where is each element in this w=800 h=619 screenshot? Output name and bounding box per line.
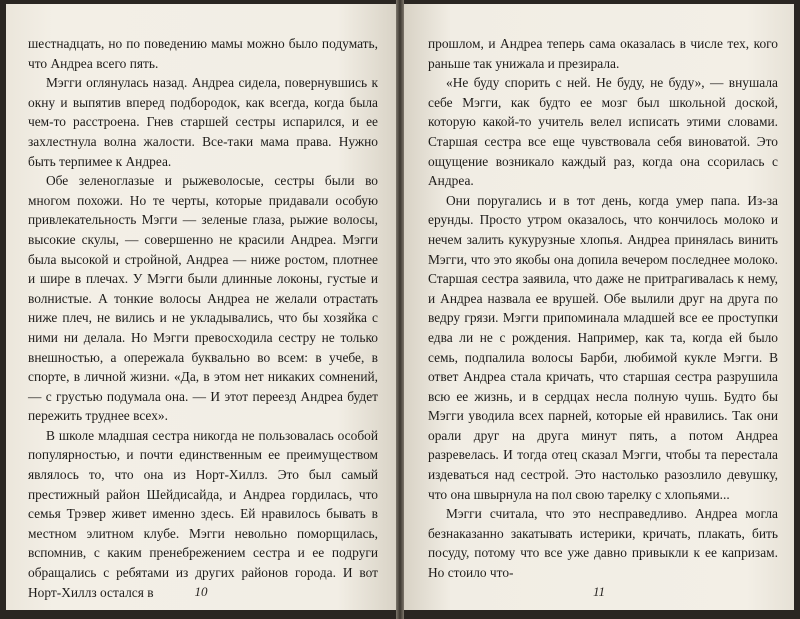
book-gutter [396, 0, 404, 619]
paragraph: «Не буду спорить с ней. Не буду, не буду», — внушала себе Мэгги, как будто ее мозг был школьной доской, которую какой-то учитель велел исписать этими словами. Старшая сестра все еще чувствовала себя виноватой. Это ощущение возникало каждый раз, когда она ссорилась с Андреа. [428, 75, 778, 189]
right-page [404, 4, 794, 610]
left-page-text [28, 34, 378, 602]
page-number: 11 [592, 584, 606, 599]
right-page-text [428, 34, 778, 583]
page-number: 10 [194, 584, 208, 599]
paragraph: Мэгги считала, что это несправедливо. Андреа могла безнаказанно закатывать истерики, кричать, плакать, бить посуду, потому что все уже давно привыкли к ее капризам. Но стоило что- [428, 506, 778, 581]
left-page [6, 4, 396, 610]
paragraph: Обе зеленоглазые и рыжеволосые, сестры были во многом похожи. Но те черты, которые придавали особую привлекательность Мэгги — зеленые глаза, рыжие волосы, высокие скулы, — совершенно не красили Андреа. Мэгги была высокой и стройной, Андреа — ниже ростом, плотнее и шире в плечах. У Мэгги были длинные локоны, густые и волнистые. А тонкие волосы Андреа не желали отрастать ниже плеч, не вились и не укладывались, что бы хозяйка с ними ни делала. Но Мэгги превосходила сестру не только внешностью, а опережала буквально во всем: в учебе, в спорте, в личной жизни. «Да, в этом нет никаких сомнений, — с грустью подумала она. — И этот переезд Андреа будет пережить труднее всех». [28, 173, 378, 424]
paragraph: шестнадцать, но по поведению мамы можно было подумать, что Андреа всего пять. [28, 36, 378, 71]
paragraph: прошлом, и Андреа теперь сама оказалась в числе тех, кого раньше так унижала и презирала. [428, 36, 778, 71]
paragraph: Они поругались и в тот день, когда умер папа. Из-за ерунды. Просто утром оказалось, что кончилось молоко и нечем залить кукурузные хлопья. Андреа принялась винить Мэгги, что это якобы она допила вечером последнее молоко. Старшая сестра заявила, что даже не притрагивалась к нему, и Андреа назвала ее врушей. Обе вылили друг на друга по ведру грязи. Мэгги припоминала младшей все ее проступки едва ли не с рождения. Например, как та, когда ей было семь, подпалила волосы Барби, любимой кукле Мэгги. В ответ Андреа стала кричать, что старшая сестра разрушила всю ее жизнь, и в сердцах несла полную чушь. Будто бы Мэгги уводила всех парней, которые ей нравились. Так они орали друг на друга минут пять, а потом Андреа разревелась. И тогда отец сказал Мэгги, чтобы та перестала издеваться над сестрой. Это настолько разозлило девушку, что она швырнула на пол свою тарелку с хлопьями... [428, 192, 778, 502]
paragraph: В школе младшая сестра никогда не пользовалась особой популярностью, и почти единственным ее преимуществом являлось то, что она из Норт-Хиллз. Это был самый престижный район Шейдисайда, и Андреа гордилась, что семья Трэвер живет именно здесь. Ей нравилось бывать в местном элитном клубе. Мэгги невольно поморщилась, вспомнив, с каким пренебрежением сестра и ее подруги обращались с ребятами из других районов города. И вот Норт-Хиллз остался в [28, 427, 378, 600]
paragraph: Мэгги оглянулась назад. Андреа сидела, повернувшись к окну и выпятив вперед подбородок, как всегда, когда была чем-то расстроена. Гнев старшей сестры испарился, и ее захлестнула волна жалости. Все-таки мама права. Нужно быть терпимее к Андреа. [28, 75, 378, 169]
